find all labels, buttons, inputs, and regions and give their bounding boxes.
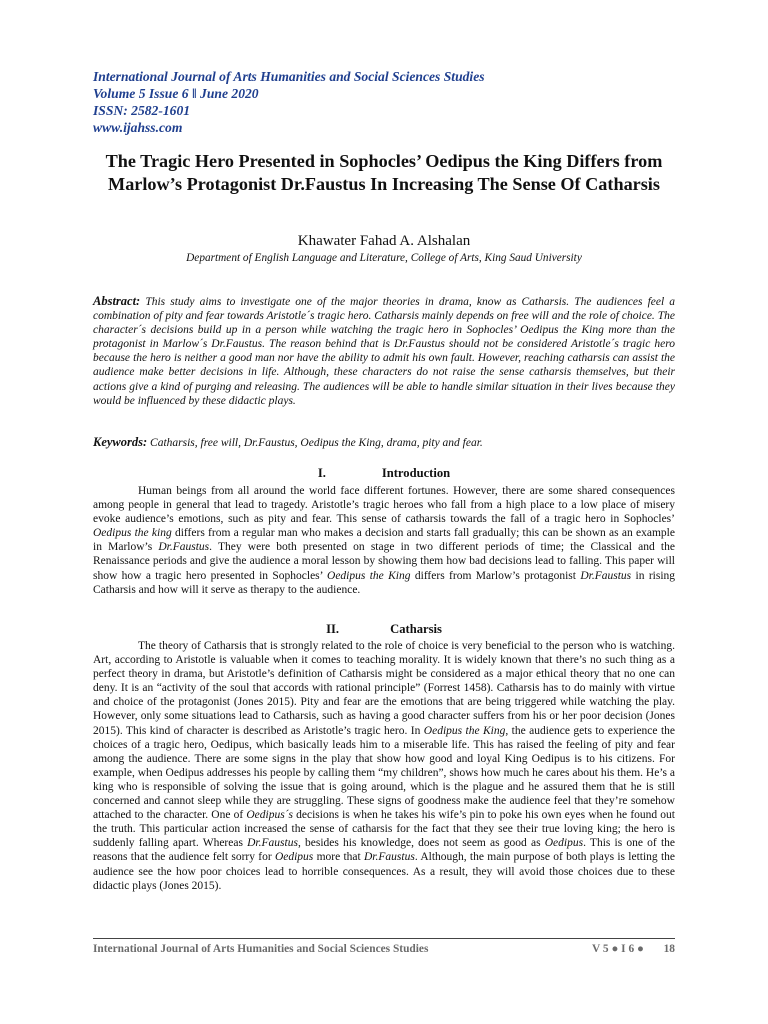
section-heading-introduction <box>93 466 675 481</box>
paper-author: Khawater Fahad A. Alshalan <box>297 233 471 249</box>
section-title: Introduction <box>381 466 451 480</box>
keywords <box>93 435 675 450</box>
section-number: II. <box>326 622 340 636</box>
keywords-text: Catharsis, free will, Dr.Faustus, Oedipus the King, drama, pity and fear. <box>150 437 483 449</box>
journal-url[interactable]: www.ijahss.com <box>93 120 183 135</box>
italic-title-text: Dr.Faustus <box>580 569 632 582</box>
footer-divider <box>93 938 675 939</box>
paragraph-text: differs from a regular man who makes a decision and starts fall gradually; this can be shown as an example in Marlow’s <box>93 527 675 554</box>
bullet-icon: ● <box>637 943 647 955</box>
paragraph-text: Human beings from all around the world face different fortunes. However, there are some shared consequences among people in general that lead to tragedy. Aristotle’s tragic heroes who fall from a high place to a low place of misery evoke audience’s emotions, such as pity and fear. This sense of catharsis towards the fall of a tragic hero in Sophocles’ <box>93 485 675 526</box>
footer-meta <box>592 942 675 956</box>
section-body-introduction <box>93 484 675 597</box>
journal-header <box>93 68 693 136</box>
italic-title-text: Dr.Faustus <box>364 851 415 864</box>
paragraph-text: The theory of Catharsis that is strongly related to the role of choice is very beneficial to the person who is watching. Art, according to Aristotle is valuable when it comes to teaching morality. It is widely known that there’s no such thing as a perfect theory in drama, but Aristotle’s definition of Catharsis might be considered as a major ethical theory that no one can deny. It is an “activity of the soul that accords with rational principle” (Forrest 1458). Catharsis has to do mainly with virtue and choice of the protagonist (Jones 2015). Pity and fear are the emotions that are being triggered while watching the play. However, only some situations lead to Catharsis, such as having a good character suffers from his or her poor decision (Jones 2015). This kind of character is described as Aristotle’s tragic hero. In <box>93 640 675 737</box>
abstract-text: This study aims to investigate one of the major theories in drama, know as Catharsis. The audiences feel a combination of pity and fear towards Aristotle´s tragic hero. Catharsis mainly depends on free will and the role of choice. The character´s decisions build up in a person while watching the tragic hero in Sophocles’ Oedipus the King more than the protagonist in Marlow´s Dr.Faustus. The reason behind that is Dr.Faustus should not be considered Aristotle´s tragic hero because the hero is neither a good man nor have the ability to admit his own fault. However, reaching catharsis can assist the audience make better decisions in life. Although, these characters do not raise the sense catharsis themselves, but their actions give a kind of purging and releasing. The audiences will be able to handle similar situation in their lives because they would be influenced by these didactic plays. <box>93 296 676 407</box>
paper-title: The Tragic Hero Presented in Sophocles’ Oedipus the King Differs from Marlow’s Protagonist Dr.Faustus In Increasing The Sense Of Catharsis <box>105 151 663 194</box>
italic-title-text: Oedipus´s <box>246 809 293 822</box>
keywords-label: Keywords: <box>93 435 148 449</box>
footer-volume: V 5 <box>592 943 609 955</box>
paragraph-text: , the audience gets to experience the choices of a tragic hero, Oedipus, which basically leads him to a miserable life. This has raised the feeling of pity and fear among the audience. There are some signs in the play that show how good and loyal King Oedipus is to his citizens. For example, when Oedipus addresses his people by calling them “my children”, shows how much he cares about his them. He’s a king who is responsible of solving the issue that is going around, which is the plague and he assured them that he is still concerned and cannot sleep while they are struggling. These signs of goodness make the audience feel that they’re somehow attached to the character. One of <box>93 724 675 822</box>
paragraph-text: more that <box>313 851 364 864</box>
journal-volume: Volume 5 Issue 6 ǁ June 2020 <box>93 86 259 101</box>
abstract-label: Abstract: <box>93 294 141 308</box>
paragraph-text: . Although, the main purpose of both plays is letting the audience see the how poor choices lead to horrible consequences. As a result, they will avoid those choices due to these didactic plays (Jones 2015). <box>93 851 675 892</box>
paragraph-text: . This is one of the reasons that the audience felt sorry for <box>93 837 675 864</box>
italic-title-text: Oedipus the King <box>327 569 411 582</box>
italic-title-text: Oedipus the king <box>93 527 172 540</box>
paragraph-text: . They were both presented on stage in two different periods of time; the Classical and the Renaissance periods and give the audience a moral lesson by showing them how bad decisions lead to falling. This paper will show how a tragic hero presented in Sophocles’ <box>93 541 675 582</box>
section-body-catharsis <box>93 639 675 893</box>
paragraph-text: decisions is when he takes his wife’s pin to poke his own eyes when he found out the truth. This particular action increased the sense of catharsis for the fact that they see their true loving king; the hero is suddenly falling apart. Whereas <box>93 809 675 850</box>
italic-title-text: Oedipus the King <box>423 724 506 737</box>
bullet-icon: ● <box>611 943 622 955</box>
section-number: I. <box>317 466 326 480</box>
section-title: Catharsis <box>390 622 442 636</box>
italic-title-text: Oedipus <box>544 837 584 850</box>
abstract <box>93 294 675 408</box>
author-affiliation: Department of English Language and Literature, College of Arts, King Saud University <box>186 252 582 264</box>
footer-journal: International Journal of Arts Humanities and Social Sciences Studies <box>93 943 429 955</box>
italic-title-text: Dr.Faustus <box>158 541 210 554</box>
paragraph-text: , besides his knowledge, does not seem as good as <box>297 837 545 850</box>
footer-page-number: 18 <box>663 943 675 955</box>
footer-issue: I 6 <box>621 943 635 955</box>
italic-title-text: Oedipus <box>274 851 314 864</box>
paragraph-text: differs from Marlow’s protagonist <box>410 569 581 582</box>
journal-name: International Journal of Arts Humanities and Social Sciences Studies <box>93 69 485 84</box>
paragraph-text: in rising Catharsis and how will it serve as therapy to the audience. <box>93 569 676 596</box>
italic-title-text: Dr.Faustus <box>247 837 298 850</box>
section-heading-catharsis <box>93 622 675 637</box>
journal-issn: ISSN: 2582-1601 <box>93 103 191 118</box>
